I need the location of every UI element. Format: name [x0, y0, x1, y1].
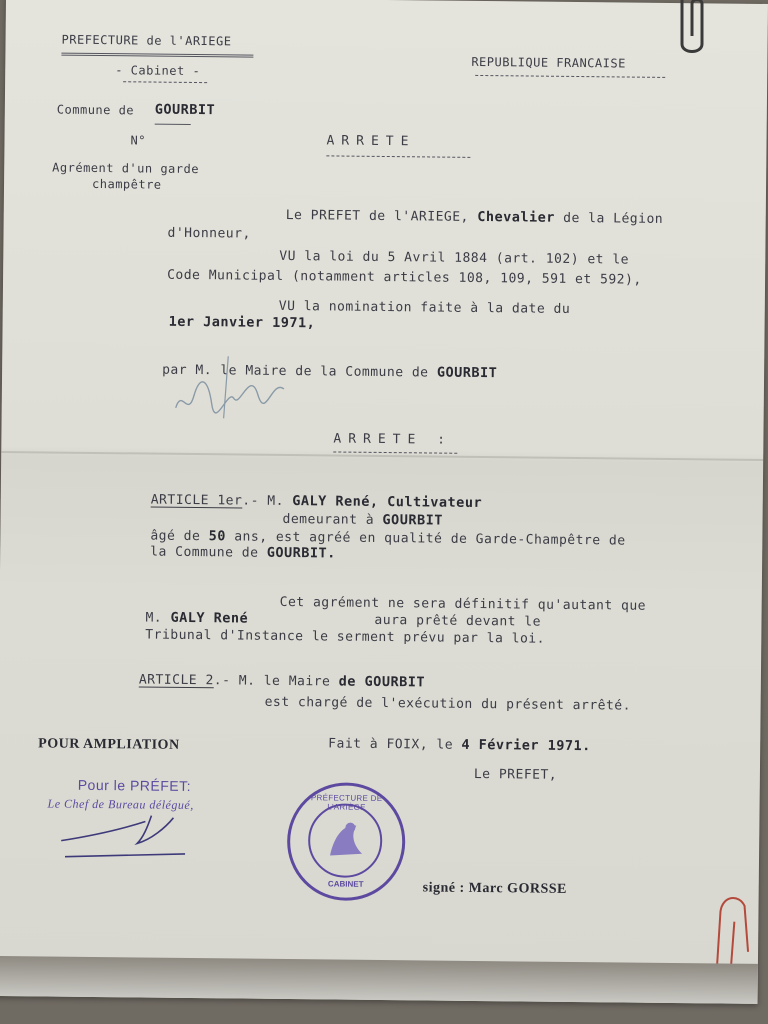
- prefect-intro: [286, 207, 664, 227]
- prefecture-heading: PREFECTURE de l'ARIEGE: [61, 32, 232, 49]
- fait-text: Fait à FOIX, le: [328, 736, 454, 753]
- commune-label: Commune de: [56, 102, 135, 118]
- handwritten-mark: [167, 348, 288, 439]
- subject-line-2: champêtre: [91, 176, 162, 192]
- heading-rule: [61, 53, 253, 58]
- article2-dash: .- M. le Maire: [213, 673, 331, 690]
- prefect-title: Chevalier: [477, 208, 555, 226]
- article1-line-1: [151, 492, 483, 511]
- vu-loi-line-2: Code Municipal (notamment articles 108, 109, 591 et 592),: [167, 267, 642, 288]
- par-maire-text: par M. le Maire de la Commune de: [162, 362, 429, 381]
- prefecture-seal: [287, 782, 406, 901]
- agrement-line-1: Cet agrément ne sera définitif qu'autant que: [279, 594, 647, 614]
- nomination-date: 1er Janvier 1971,: [168, 313, 316, 332]
- article1-label: ARTICLE 1er: [150, 492, 243, 509]
- demeurant-text: demeurant à: [282, 511, 375, 528]
- article2-line-2: est chargé de l'exécution du présent arrêté.: [264, 694, 632, 714]
- subject-line-1: Agrément d'un garde: [52, 160, 200, 177]
- prefect-intro-text: Le PREFET de l'ARIEGE,: [285, 207, 469, 225]
- age-text-b: ans, est agréé en qualité de Garde-Champêtre de: [234, 529, 626, 549]
- seal-top-text: PRÉFECTURE DE L'ARIÈGE: [310, 793, 383, 812]
- republic-rule: [475, 75, 665, 78]
- seal-inner-ring: [308, 803, 383, 878]
- title-rule: [326, 155, 470, 158]
- article1-line-2: [282, 511, 442, 529]
- article2-label: ARTICLE 2: [138, 672, 214, 689]
- arrete-rule: [333, 451, 457, 453]
- honneur-line: d'Honneur,: [167, 225, 251, 242]
- agrement-line-3: Tribunal d'Instance le serment prévu par la loi.: [145, 627, 546, 647]
- republic-heading: REPUBLIQUE FRANCAISE: [471, 54, 626, 71]
- commune-name: GOURBIT: [154, 101, 216, 119]
- fait-line: [328, 735, 591, 754]
- demeurant-place: GOURBIT: [382, 511, 443, 529]
- paperclip-icon: [676, 0, 708, 58]
- prefet-line: Le PREFET,: [473, 766, 558, 783]
- agrement-prete: aura prêté devant le: [374, 612, 542, 630]
- cabinet-heading: - Cabinet -: [115, 63, 201, 79]
- prefect-rest: de la Légion: [563, 210, 664, 227]
- signed-line: signé : Marc GORSSE: [422, 880, 567, 897]
- article2-line-1: [139, 671, 425, 690]
- pour-ampliation: POUR AMPLIATION: [38, 736, 180, 753]
- seal-bottom-text: CABINET: [327, 879, 364, 889]
- pour-prefet-stamp: Pour le PRÉFET:: [77, 776, 192, 794]
- commune-text: la Commune de: [150, 544, 259, 561]
- arrete-heading: ARRETE :: [333, 431, 453, 448]
- seal-emblem-icon: [310, 805, 381, 876]
- vu-nomination-line: VU la nomination faite à la date du: [278, 298, 571, 317]
- article1-line-4: [150, 544, 336, 562]
- agrement-line-2: [145, 610, 541, 630]
- vu-loi-line-1: VU la loi du 5 Avril 1884 (art. 102) et le: [279, 248, 630, 268]
- commune-value: GOURBIT.: [266, 544, 336, 562]
- agrement-name: GALY René: [170, 609, 249, 627]
- article2-commune: de GOURBIT: [338, 673, 426, 691]
- fait-date: 4 Février 1971.: [461, 736, 591, 755]
- article1-dash: .- M.: [242, 493, 285, 509]
- document-title: ARRETE: [326, 133, 416, 150]
- commune-rule: [155, 124, 191, 125]
- age-value: 50: [208, 528, 227, 545]
- article1-name: GALY René, Cultivateur: [292, 493, 483, 512]
- signature: [55, 807, 196, 864]
- par-maire-commune: GOURBIT: [436, 364, 498, 382]
- agrement-m: M.: [145, 610, 163, 626]
- chef-bureau-stamp: Le Chef de Bureau délégué,: [47, 796, 194, 813]
- cabinet-rule: [123, 81, 207, 83]
- table-surface: [0, 956, 758, 1004]
- number-label: N°: [130, 133, 147, 148]
- age-text-a: âgé de: [150, 528, 201, 545]
